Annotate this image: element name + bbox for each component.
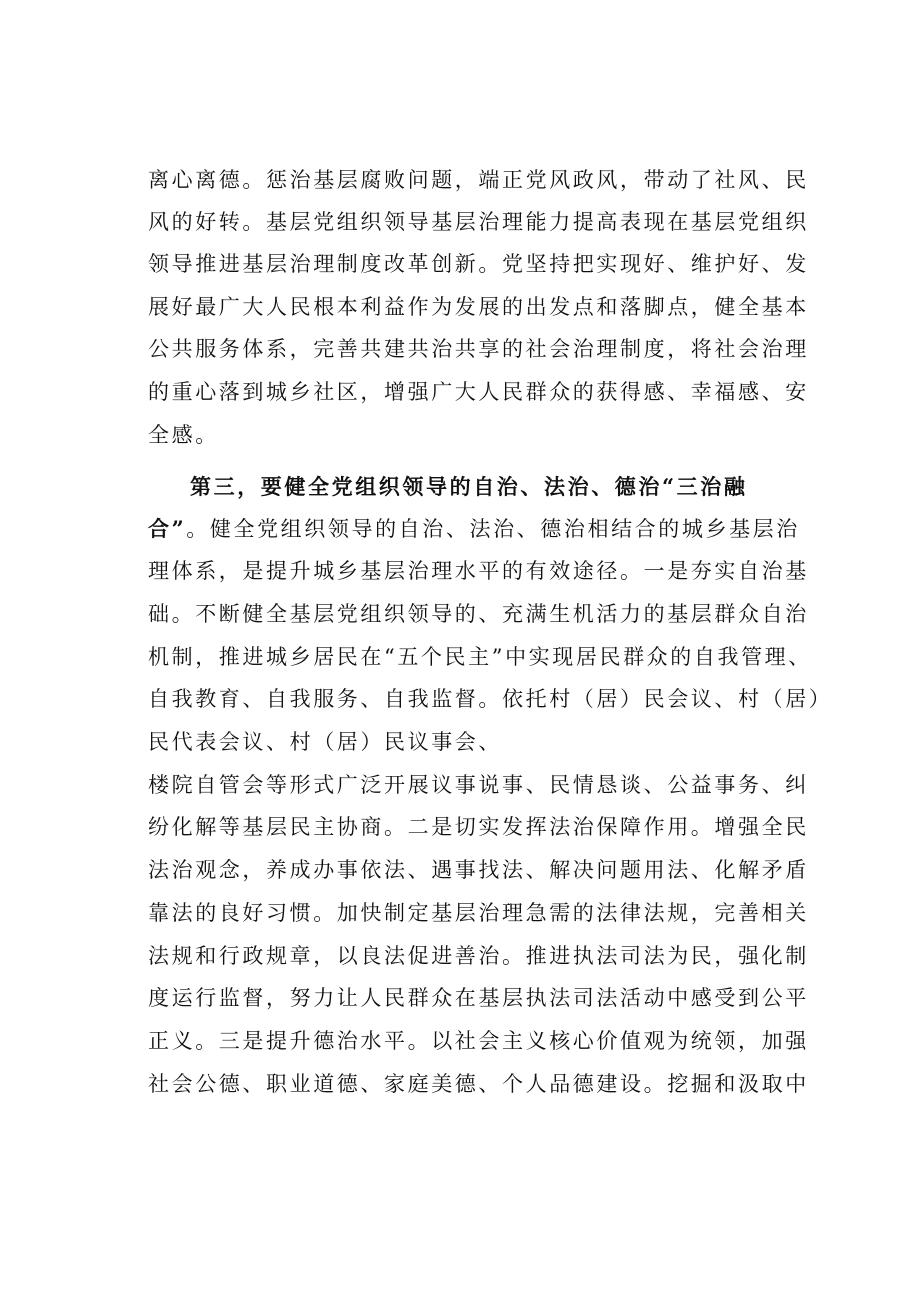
heading-tail: 合”	[148, 516, 187, 541]
text-line: 。健全党组织领导的自治、法治、德治相结合的城乡基层治	[186, 517, 800, 541]
text-line: 楼院自管会等形式广泛开展议事说事、民情恳谈、公益事务、纠	[148, 773, 809, 797]
text-line: 风的好转。基层党组织领导基层治理能力提高表现在基层党组织	[148, 210, 809, 234]
text-line: 自我教育、自我服务、自我监督。依托村（居）民会议、村（居）	[148, 687, 833, 711]
text-line: 正义。三是提升德治水平。以社会主义核心价值观为统领，加强	[148, 1029, 809, 1053]
text-line: 社会公德、职业道德、家庭美德、个人品德建设。挖掘和汲取中	[148, 1072, 809, 1096]
text-line: 础。不断健全基层党组织领导的、充满生机活力的基层群众自治	[148, 602, 809, 626]
text-line: 全感。	[148, 423, 219, 447]
text-line: 公共服务体系，完善共建共治共享的社会治理制度，将社会治理	[148, 337, 809, 361]
text-line: 理体系，是提升城乡基层治理水平的有效途径。一是夯实自治基	[148, 559, 809, 583]
text-line: 的重心落到城乡社区，增强广大人民群众的获得感、幸福感、安	[148, 380, 809, 404]
text-line: 法治观念，养成办事依法、遇事找法、解决问题用法、化解矛盾	[148, 858, 809, 882]
text-line: 法规和行政规章，以良法促进善治。推进执法司法为民，强化制	[148, 944, 809, 968]
section-heading: 第三，要健全党组织领导的自治、法治、德治“三治融	[190, 474, 748, 499]
text-line: 离心离德。惩治基层腐败问题，端正党风政风，带动了社风、民	[148, 168, 809, 192]
text-line: 民代表会议、村（居）民议事会、	[148, 730, 502, 754]
text-line: 纷化解等基层民主协商。二是切实发挥法治保障作用。增强全民	[148, 815, 809, 839]
text-line: 领导推进基层治理制度改革创新。党坚持把实现好、维护好、发	[148, 252, 809, 276]
text-line: 度运行监督，努力让人民群众在基层执法司法活动中感受到公平	[148, 986, 809, 1010]
text-line: 靠法的良好习惯。加快制定基层治理急需的法律法规，完善相关	[148, 901, 809, 925]
text-line: 展好最广大人民根本利益作为发展的出发点和落脚点，健全基本	[148, 295, 809, 319]
text-line: 机制，推进城乡居民在“五个民主”中实现居民群众的自我管理、	[148, 645, 812, 669]
heading-continuation	[148, 509, 808, 549]
